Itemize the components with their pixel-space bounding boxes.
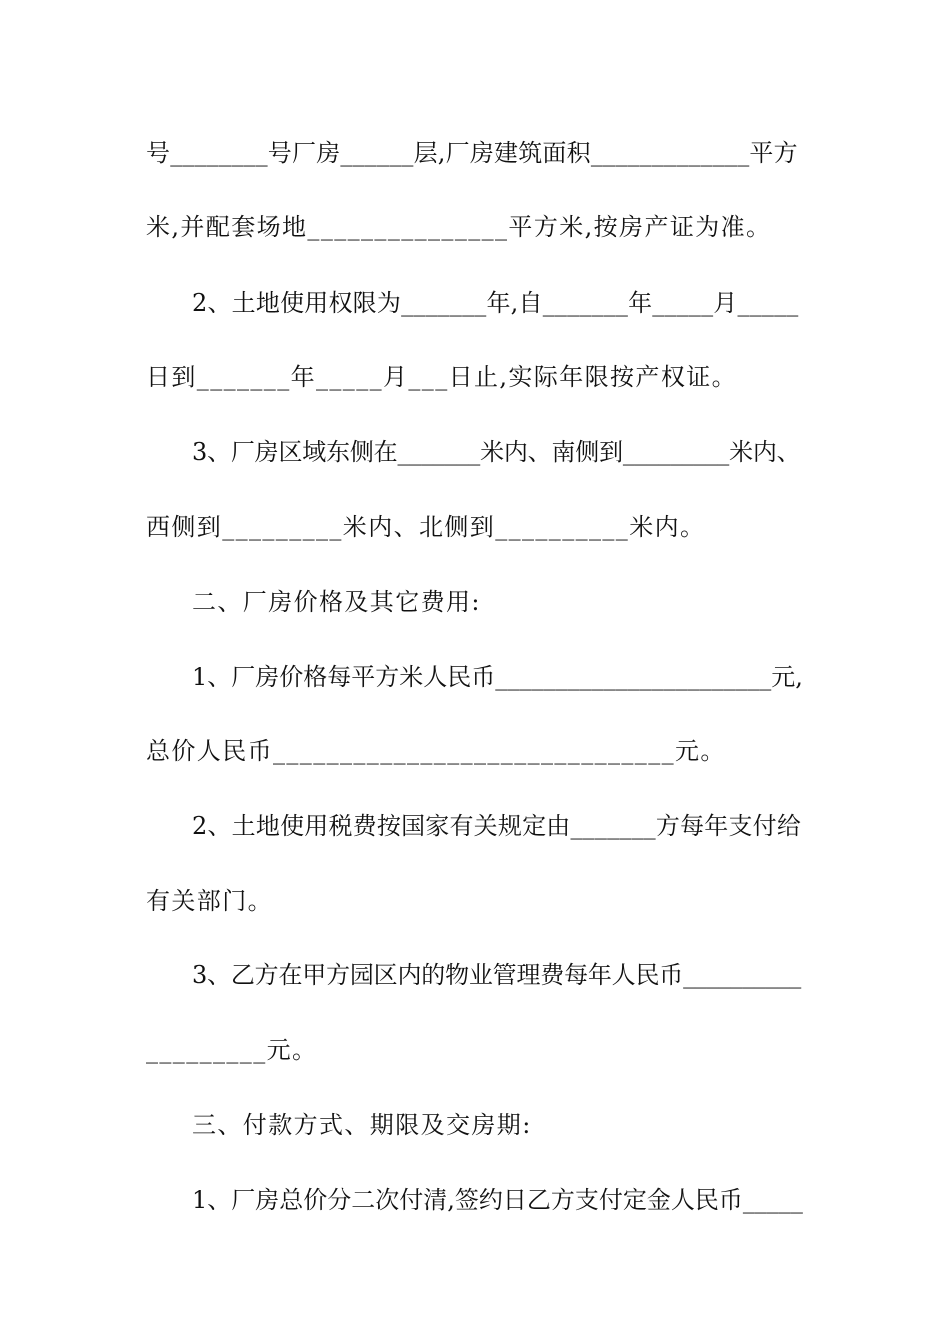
text-line: 1、厂房价格每平方米人民币_______________________元, — [192, 663, 803, 691]
section-heading: 二、厂房价格及其它费用: — [192, 588, 481, 616]
text-line: 总价人民币______________________________元。 — [146, 737, 726, 765]
text-line: 1、厂房总价分二次付清,签约日乙方支付定金人民币_____ — [192, 1186, 803, 1214]
text-line: 日到_______年_____月___日止,实际年限按产权证。 — [146, 363, 738, 391]
text-line: 3、乙方在甲方园区内的物业管理费每年人民币__________ — [192, 961, 802, 989]
section-heading: 三、付款方式、期限及交房期: — [192, 1111, 532, 1139]
text-line: 号________号厂房______层,厂房建筑面积_____________平方 — [146, 139, 798, 167]
text-line: 3、厂房区域东侧在_______米内、南侧到_________米内、 — [192, 438, 801, 466]
text-line: 米,并配套场地_______________平方米,按房产证为准。 — [146, 213, 772, 241]
text-line: 西侧到_________米内、北侧到__________米内。 — [146, 513, 706, 541]
text-line: 2、土地使用权限为_______年,自_______年_____月_____ — [192, 289, 799, 317]
text-line: 2、土地使用税费按国家有关规定由_______方每年支付给 — [192, 812, 802, 840]
text-line: _________元。 — [146, 1036, 318, 1064]
text-line: 有关部门。 — [146, 887, 273, 915]
